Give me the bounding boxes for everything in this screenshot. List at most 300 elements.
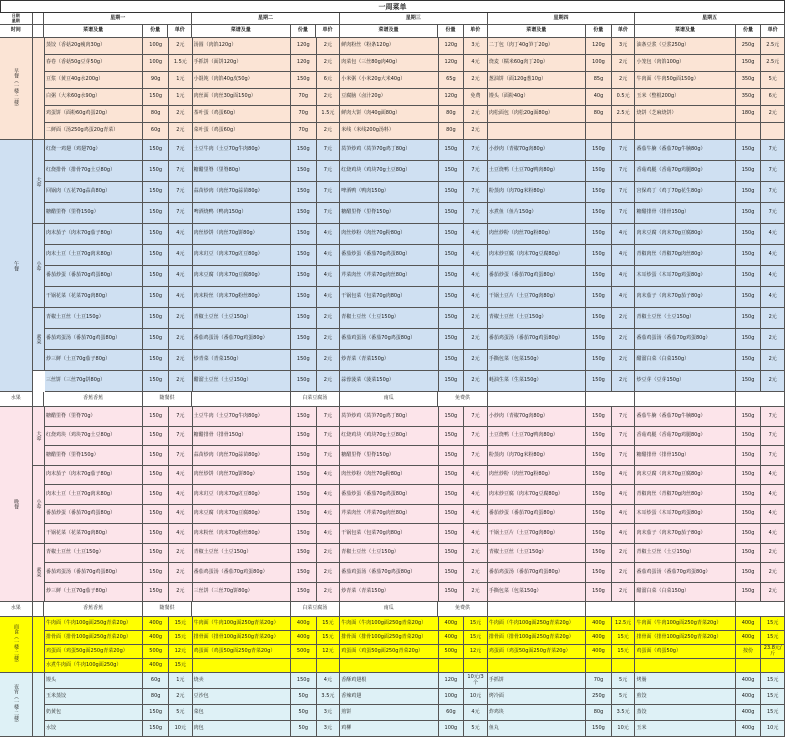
portion-cell: 150g [291, 563, 317, 583]
portion-cell: 150g [291, 266, 317, 287]
subgroup-label: 素菜 [33, 544, 45, 603]
dish-cell: 米线（米线200g汤料） [340, 123, 438, 140]
sub-header: 菜谱及量 [340, 25, 438, 38]
separator-dish [488, 602, 586, 617]
price-cell: 2元 [317, 563, 341, 583]
dish-cell: 烤肠 [635, 673, 735, 689]
header-day-row [0, 13, 785, 25]
portion-cell: 90g [143, 72, 169, 89]
sub-header: 菜谱及量 [635, 25, 735, 38]
menu-row [45, 350, 785, 371]
portion-cell: 150g [143, 308, 169, 329]
portion-cell: 150g [736, 224, 762, 245]
price-cell: 2元 [317, 329, 341, 350]
meal-label-dinner: 晚餐 [0, 407, 33, 602]
portion-cell: 150g [439, 266, 465, 287]
price-cell: 4元 [612, 485, 636, 505]
portion-cell: 150g [143, 427, 169, 447]
day-header: 星期五 [635, 13, 785, 25]
dish-cell: 番茄鸡蛋汤（番茄70g鸡蛋80g） [340, 329, 438, 350]
price-cell: 2元 [612, 308, 636, 329]
price-cell: 2元 [317, 544, 341, 564]
portion-cell: 70g [291, 89, 317, 106]
portion-cell: 400g [143, 617, 169, 631]
dish-cell: 青椒土豆丝（土豆150g） [635, 544, 735, 564]
portion-cell: 150g [586, 466, 612, 486]
dish-cell: 香酥鸡翅根 [340, 673, 438, 689]
dish-cell: 水煮牛肉面（牛肉100g面250g） [45, 659, 143, 673]
price-cell: 2元 [464, 72, 488, 89]
dish-cell: 鸡蛋面（鸡蛋50g面250g青菜20g） [193, 645, 291, 659]
price-cell: 12元 [464, 645, 488, 659]
dish-cell: 番茄鸡蛋汤（番茄70g鸡蛋80g） [340, 563, 438, 583]
price-cell: 2元 [761, 329, 785, 350]
portion-cell: 150g [439, 224, 465, 245]
menu-row [45, 371, 785, 392]
price-cell: 7元 [464, 203, 488, 224]
dish-cell: 豆浆（黄豆40g水200g） [45, 72, 143, 89]
dish-cell: 醋溜白菜（白菜150g） [635, 583, 735, 603]
dish-cell: 手撕包菜（包菜150g） [488, 350, 586, 371]
separator-note [586, 392, 635, 407]
price-cell: 7元 [761, 182, 785, 203]
menu-row [45, 329, 785, 350]
dish-cell: 烤冷面 [488, 689, 586, 705]
portion-cell: 150g [586, 266, 612, 287]
dish-cell: 红烧排骨（排骨70g土豆80g） [45, 161, 143, 182]
price-cell: 12元 [169, 645, 193, 659]
price-cell: 4元 [169, 266, 193, 287]
portion-cell: 150g [291, 287, 317, 308]
portion-cell: 80g [143, 106, 169, 123]
dish-cell: 糖醋排骨（排骨150g） [635, 203, 735, 224]
menu-row [45, 55, 785, 72]
dish-cell: 炸鸡块 [488, 705, 586, 721]
dish-cell: 小笼包（肉馅100g） [635, 55, 735, 72]
portion-cell: 150g [586, 407, 612, 427]
dish-cell: 木耳炒蛋（木耳70g鸡蛋80g） [635, 266, 735, 287]
dish-cell: 牛肉面（牛肉100g面250g青菜20g） [193, 617, 291, 631]
portion-cell: 50g [291, 721, 317, 737]
portion-cell: 150g [439, 446, 465, 466]
portion-cell: 150g [439, 544, 465, 564]
price-cell: 2元 [317, 55, 341, 72]
portion-cell: 150g [291, 203, 317, 224]
meal-label-extras: 夜宵（一楼·二楼） [0, 673, 33, 737]
portion-cell: 250g [586, 689, 612, 705]
portion-cell: 150g [291, 245, 317, 266]
portion-cell [586, 123, 612, 140]
portion-cell: 150g [143, 563, 169, 583]
dish-cell: 青椒土豆丝（土豆150g） [45, 308, 143, 329]
portion-cell: 150g [736, 308, 762, 329]
dish-cell: 肉丝炒粉（肉丝70g粉80g） [340, 224, 438, 245]
portion-cell: 150g [586, 350, 612, 371]
price-cell: 15元 [612, 631, 636, 645]
portion-cell: 70g [586, 673, 612, 689]
dish-cell: 青椒土豆丝（土豆150g） [45, 544, 143, 564]
sub-header: 份量 [586, 25, 612, 38]
portion-cell: 400g [143, 631, 169, 645]
dish-cell: 肉末粉丝（肉末70g粉丝80g） [193, 287, 291, 308]
price-cell [761, 123, 785, 140]
dish-cell: 干锅包菜（包菜70g肉80g） [340, 287, 438, 308]
price-cell: 4元 [612, 245, 636, 266]
price-cell: 2元 [761, 563, 785, 583]
sub-header: 菜谱及量 [488, 25, 586, 38]
price-cell: 7元 [612, 446, 636, 466]
price-cell: 2元 [761, 583, 785, 603]
dish-cell: 肉菜包（三丝80g肉40g） [340, 55, 438, 72]
menu-row [45, 631, 785, 645]
dish-cell: 汤圆（肉馅120g） [193, 38, 291, 55]
portion-cell: 150g [586, 544, 612, 564]
portion-cell: 150g [736, 245, 762, 266]
dish-cell: 鸡蛋饼（面粉60g鸡蛋20g） [45, 106, 143, 123]
portion-cell: 150g [439, 427, 465, 447]
menu-row [45, 161, 785, 182]
dish-cell: 红烧鸡块（鸡块70g土豆80g） [45, 427, 143, 447]
separator-sub [33, 602, 45, 617]
dish-cell: 番茄鸡蛋汤（番茄70g鸡蛋80g） [488, 329, 586, 350]
price-cell: 7元 [464, 427, 488, 447]
dish-cell: 二鲜面（汤250g鸡蛋20g青菜） [45, 123, 143, 140]
dish-cell: 番茄炒蛋（番茄70g鸡蛋80g） [45, 505, 143, 525]
dish-cell: 水饺 [45, 721, 143, 737]
subgroup-label: 大荤 [33, 407, 45, 466]
dish-cell: 番茄炒蛋（番茄70g鸡蛋80g） [340, 245, 438, 266]
dish-cell: 啤酒烧鸭（鸭肉150g） [193, 203, 291, 224]
portion-cell: 150g [736, 329, 762, 350]
dish-cell: 肉丝炒饼（肉丝70g饼80g） [193, 466, 291, 486]
price-cell: 7元 [317, 427, 341, 447]
portion-cell: 150g [586, 446, 612, 466]
dish-cell: 排骨面（排骨100g面250g青菜20g） [635, 631, 735, 645]
price-cell: 12.5元 [612, 617, 636, 631]
dish-cell: 糖醋排骨（排骨150g） [193, 427, 291, 447]
price-cell: 2元 [612, 329, 636, 350]
dish-cell: 肉丝炒粉（肉丝70g粉80g） [488, 224, 586, 245]
portion-cell: 120g [586, 38, 612, 55]
price-cell: 2元 [612, 350, 636, 371]
corner-sub-cell [33, 13, 45, 25]
dish-cell: 小馄饨（肉馅40g皮50g） [193, 72, 291, 89]
dish-cell: 木耳炒蛋（木耳70g鸡蛋80g） [635, 505, 735, 525]
portion-cell: 400g [736, 705, 762, 721]
menu-row [45, 308, 785, 329]
separator-note: 白菜豆腐汤 [291, 392, 340, 407]
price-cell: 4元 [761, 505, 785, 525]
portion-cell: 150g [439, 466, 465, 486]
dish-cell: 蒸饺（香菇20g瘦肉30g） [45, 38, 143, 55]
price-cell: 5元 [761, 72, 785, 89]
dish-cell: 炒青菜（青菜150g） [193, 350, 291, 371]
portion-cell: 150g [586, 308, 612, 329]
portion-cell: 150g [143, 485, 169, 505]
price-cell: 15元 [761, 689, 785, 705]
dish-cell: 番茄炒蛋（番茄70g鸡蛋80g） [488, 266, 586, 287]
price-cell: 2元 [464, 350, 488, 371]
dish-cell: 肉末茄子（肉末70g茄子80g） [45, 466, 143, 486]
price-cell: 10元/3个 [464, 673, 488, 689]
price-cell: 7元 [761, 203, 785, 224]
separator-dish [488, 392, 586, 407]
price-cell: 4元 [317, 245, 341, 266]
price-cell: 4元 [169, 524, 193, 544]
price-cell: 10元 [761, 721, 785, 737]
price-cell: 1.5元 [317, 106, 341, 123]
portion-cell: 400g [736, 689, 762, 705]
portion-cell: 150g [143, 245, 169, 266]
portion-cell: 65g [439, 72, 465, 89]
portion-cell: 150g [439, 308, 465, 329]
dish-cell: 肉末土豆（土豆70g肉末80g） [45, 485, 143, 505]
price-cell: 7元 [464, 161, 488, 182]
price-cell: 7元 [317, 407, 341, 427]
dish-cell: 牛肉面（牛肉100g面250g青菜20g） [488, 617, 586, 631]
menu-row [45, 583, 785, 603]
menu-row [45, 182, 785, 203]
price-cell: 7元 [169, 140, 193, 161]
portion-cell: 250g [736, 38, 762, 55]
dish-cell: 肉松面包（肉松20g面80g） [488, 106, 586, 123]
portion-cell: 150g [291, 505, 317, 525]
dish-cell: 芹菜肉丝（芹菜70g肉丝80g） [340, 266, 438, 287]
dish-cell: 番茄牛腩（番茄70g牛腩80g） [635, 140, 735, 161]
price-cell: 7元 [169, 182, 193, 203]
price-cell: 2元 [169, 106, 193, 123]
dish-cell: 芹菜肉丝（芹菜70g肉丝80g） [340, 505, 438, 525]
portion-cell: 400g [736, 617, 762, 631]
dish-cell: 玉米（整根200g） [635, 89, 735, 106]
price-cell: 2.5元 [761, 38, 785, 55]
dish-cell: 白粥（大米60g水90g） [45, 89, 143, 106]
separator-dish [635, 602, 735, 617]
portion-cell: 120g [439, 55, 465, 72]
price-cell: 7元 [612, 182, 636, 203]
menu-row [45, 721, 785, 737]
portion-cell: 500g [143, 645, 169, 659]
portion-cell: 150g [586, 140, 612, 161]
portion-cell: 150g [736, 287, 762, 308]
portion-cell: 400g [586, 645, 612, 659]
price-cell [464, 659, 488, 673]
menu-row [45, 645, 785, 659]
price-cell: 4元 [612, 505, 636, 525]
portion-cell: 150g [291, 350, 317, 371]
price-cell: 2元 [761, 544, 785, 564]
menu-row [45, 140, 785, 161]
dish-cell: 烧卖 [193, 673, 291, 689]
dish-cell: 肉丝面（肉丝30g面150g） [193, 89, 291, 106]
portion-cell: 150g [736, 140, 762, 161]
price-cell: 3元 [464, 38, 488, 55]
portion-cell: 150g [143, 371, 169, 392]
portion-cell: 80g [439, 106, 465, 123]
price-cell: 4元 [612, 287, 636, 308]
portion-cell: 150g [736, 203, 762, 224]
price-cell: 15元 [169, 659, 193, 673]
price-cell: 1元 [169, 72, 193, 89]
separator-dish: 香蕉香蕉 [44, 392, 142, 407]
portion-cell: 150g [736, 505, 762, 525]
dish-cell: 排骨面（排骨100g面250g青菜20g） [488, 631, 586, 645]
price-cell: 7元 [761, 140, 785, 161]
price-cell: 4元 [464, 485, 488, 505]
price-cell: 7元 [464, 407, 488, 427]
portion-cell: 150g [143, 182, 169, 203]
dish-cell: 水煮鱼（鱼片150g） [488, 203, 586, 224]
subgroup-label: 大荤 [33, 140, 45, 224]
dish-cell: 干锅包菜（包菜70g肉80g） [340, 524, 438, 544]
portion-cell: 150g [736, 427, 762, 447]
price-cell: 7元 [169, 427, 193, 447]
sub-header: 菜谱及量 [44, 25, 142, 38]
portion-cell: 80g [586, 705, 612, 721]
price-cell: 4元 [761, 524, 785, 544]
portion-cell: 150g [143, 287, 169, 308]
dish-cell: 煎饺 [635, 689, 735, 705]
price-cell: 0.5元 [612, 89, 636, 106]
separator-note: 免费供 [438, 392, 487, 407]
price-cell: 7元 [169, 203, 193, 224]
portion-cell: 150g [586, 245, 612, 266]
dish-cell: 回锅肉（五花70g蒜苗80g） [45, 182, 143, 203]
price-cell: 2元 [317, 583, 341, 603]
dish-cell: 三丝饼（三丝70g饼80g） [193, 583, 291, 603]
dish-cell: 土豆烧鸭（土豆70g鸭肉80g） [488, 427, 586, 447]
portion-cell: 150g [143, 140, 169, 161]
portion-cell: 150g [291, 524, 317, 544]
dish-cell: 青椒土豆丝（土豆150g） [193, 544, 291, 564]
sub-header: 份量 [143, 25, 169, 38]
dish-cell: 牛肉面（牛肉100g面250g青菜20g） [45, 617, 143, 631]
price-cell: 4元 [761, 266, 785, 287]
separator-note: 免费供 [438, 602, 487, 617]
dish-cell: 菜包 [193, 705, 291, 721]
dish-cell: 葱油饼（面120g葱10g） [488, 72, 586, 89]
dish-cell: 肉丝炒粉（肉丝70g粉80g） [340, 466, 438, 486]
portion-cell: 150g [439, 245, 465, 266]
portion-cell: 150g [736, 485, 762, 505]
price-cell: 4元 [317, 466, 341, 486]
portion-cell: 50g [291, 705, 317, 721]
price-cell: 4元 [317, 224, 341, 245]
price-cell: 4元 [761, 287, 785, 308]
portion-cell: 150g [143, 524, 169, 544]
price-cell: 2元 [317, 123, 341, 140]
price-cell: 2元 [169, 38, 193, 55]
portion-cell: 150g [439, 329, 465, 350]
dish-cell: 糖醋里脊（里脊150g） [45, 446, 143, 466]
portion-cell: 150g [439, 524, 465, 544]
price-cell: 2元 [169, 583, 193, 603]
dish-cell: 蒜苗炒肉（肉丝70g蒜苗80g） [193, 446, 291, 466]
portion-cell: 60g [143, 123, 169, 140]
price-cell: 7元 [317, 182, 341, 203]
portion-cell: 150g [143, 583, 169, 603]
price-cell: 2元 [464, 583, 488, 603]
portion-cell [736, 123, 762, 140]
portion-cell: 150g [439, 140, 465, 161]
portion-cell: 150g [291, 182, 317, 203]
price-cell: 2元 [169, 308, 193, 329]
dish-cell: 青椒肉丝（青椒70g肉丝80g） [635, 245, 735, 266]
page-title: 一周菜单 [0, 0, 785, 13]
dish-cell: 炒三鲜（土豆70g茄子80g） [45, 350, 143, 371]
menu-row [45, 72, 785, 89]
dish-cell: 烧麦（糯米60g肉丁20g） [488, 55, 586, 72]
portion-cell: 按份 [736, 645, 762, 659]
portion-cell: 150g [736, 161, 762, 182]
dish-cell: 醋溜土豆丝（土豆150g） [193, 371, 291, 392]
portion-cell: 500g [291, 645, 317, 659]
price-cell: 15元 [761, 617, 785, 631]
dish-cell: 肉末茄子（肉末70g茄子80g） [635, 287, 735, 308]
dish-cell: 炒青菜（青菜150g） [340, 583, 438, 603]
dish-cell: 肉包 [193, 721, 291, 737]
dish-cell: 干锅土豆片（土豆70g肉80g） [488, 524, 586, 544]
price-cell: 2元 [464, 329, 488, 350]
separator-label: 水果 [0, 392, 33, 407]
price-cell: 1元 [169, 673, 193, 689]
price-cell: 15元 [169, 617, 193, 631]
portion-cell: 150g [586, 182, 612, 203]
portion-cell: 150g [736, 466, 762, 486]
portion-cell: 100g [143, 38, 169, 55]
sub-header: 单价 [761, 25, 785, 38]
price-cell: 1元 [169, 89, 193, 106]
dish-cell: 粉蒸肉（肉70g米粉80g） [488, 446, 586, 466]
dish-cell [488, 123, 586, 140]
price-cell: 2元 [169, 123, 193, 140]
subgroup-label: 小荤 [33, 224, 45, 308]
dish-cell: 土豆烧鸭（土豆70g鸭肉80g） [488, 161, 586, 182]
price-cell: 4元 [317, 505, 341, 525]
dish-cell: 手抓饼（面饼120g） [193, 55, 291, 72]
portion-cell: 120g [291, 55, 317, 72]
portion-cell: 150g [586, 287, 612, 308]
separator-dish: 南瓜 [340, 602, 438, 617]
portion-cell: 400g [736, 673, 762, 689]
dish-cell: 茶叶蛋（鸡蛋60g） [193, 106, 291, 123]
price-cell: 2元 [464, 544, 488, 564]
portion-cell: 350g [736, 89, 762, 106]
corner-sub-cell [33, 25, 45, 38]
portion-cell: 150g [143, 446, 169, 466]
dish-cell: 番茄鸡蛋汤（番茄70g鸡蛋80g） [193, 563, 291, 583]
menu-row [45, 705, 785, 721]
portion-cell: 150g [439, 563, 465, 583]
portion-cell: 150g [291, 140, 317, 161]
menu-row [45, 544, 785, 564]
price-cell: 15元 [169, 631, 193, 645]
price-cell: 6元 [761, 89, 785, 106]
separator-row [0, 392, 785, 407]
price-cell: 4元 [761, 245, 785, 266]
price-cell: 5元 [612, 673, 636, 689]
portion-cell: 150g [439, 203, 465, 224]
dish-cell [193, 659, 291, 673]
menu-row [45, 427, 785, 447]
dish-cell: 干锅土豆片（土豆70g肉80g） [488, 287, 586, 308]
price-cell: 4元 [464, 705, 488, 721]
dish-cell: 肉末土豆（土豆70g肉末80g） [45, 245, 143, 266]
portion-cell: 150g [143, 203, 169, 224]
meal-label-noodles: 面食（一楼·二楼） [0, 617, 33, 673]
menu-row [45, 505, 785, 525]
price-cell: 4元 [169, 485, 193, 505]
